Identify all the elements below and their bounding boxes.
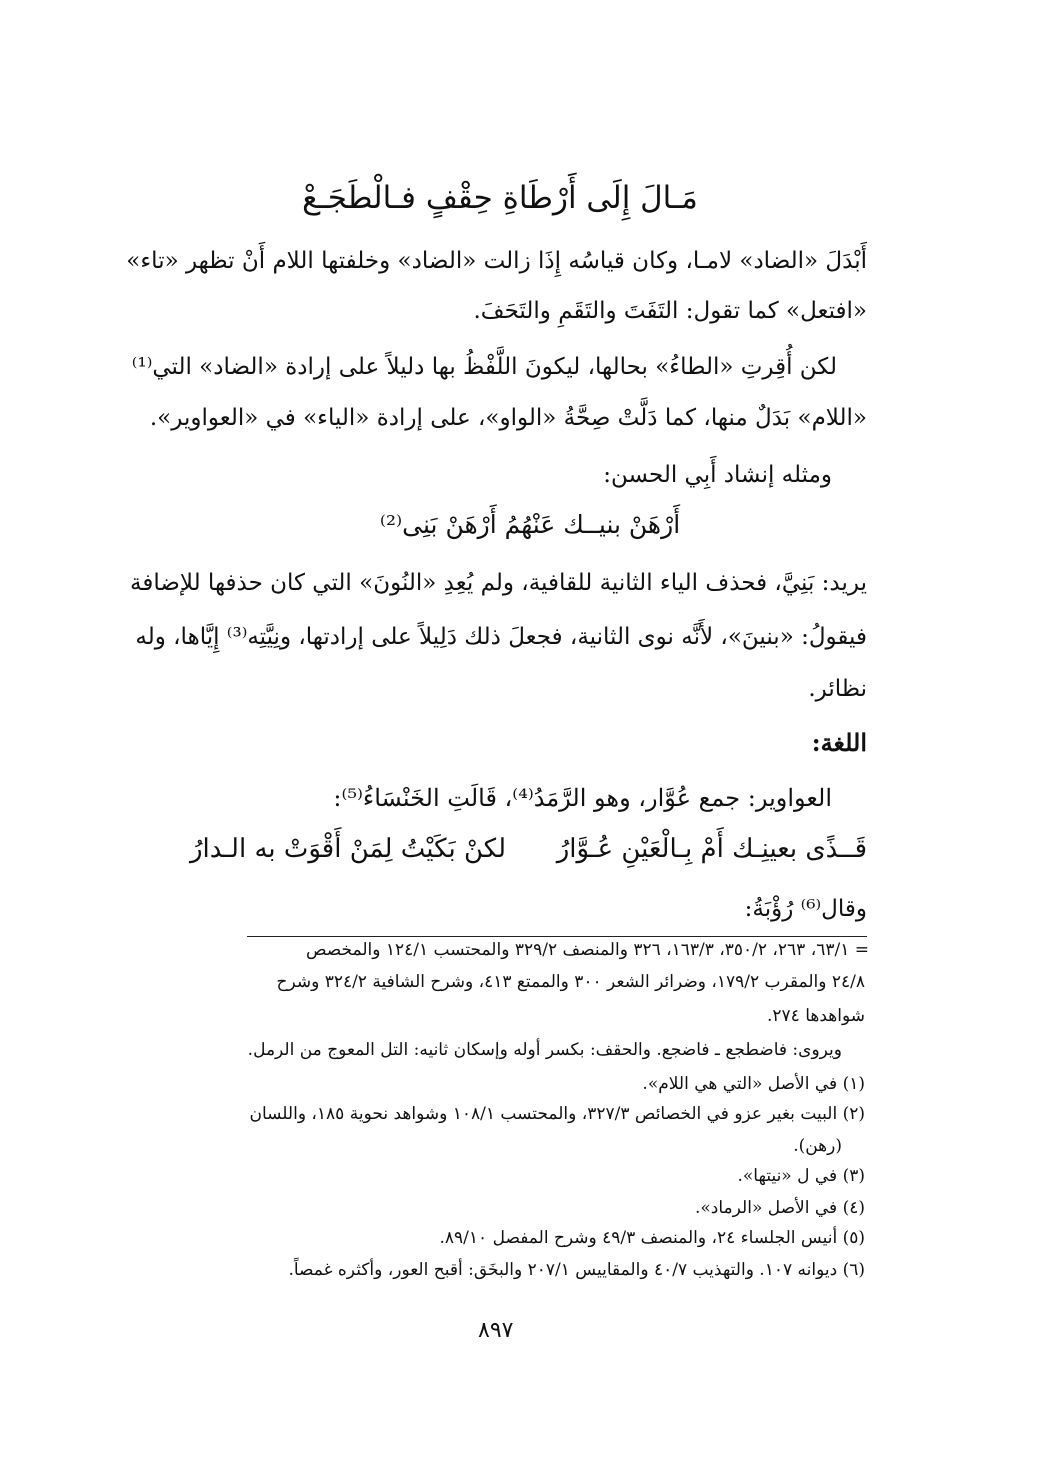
khansa-verse-left-half: لكنْ بَكَيْتُ لِمَنْ أَقْوَتْ به الـدارُ [190,834,507,864]
paragraph3-line1: يريد: بَنِيَّ، فحذف الياء الثانية للقافية، ولم يُعِدِ «النُونَ» التي كان حذفها للإضافة [130,570,867,596]
footnote-1: (١) في الأصل «التي هي اللام». [642,1074,865,1094]
verse-title: مَـالَ إِلَى أَرْطَاةِ حِقْفٍ فـالْطَجَـعْ [302,180,698,216]
footnote-4: (٤) في الأصل «الرماد». [695,1198,865,1218]
footnote-6: (٦) ديوانه ١٠٧. والتهذيب ٤٠/٧ والمقاييس ٢٠٧/١ والبخَق: أقبح العور، وأكثره غمصاً. [288,1260,865,1280]
footnote-continuation-2: ٢٤/٨ والمقرب ١٧٩/٢، وضرائر الشعر ٣٠٠ والممتع ٤١٣، وشرح الشافية ٣٢٤/٢ وشرح [276,972,865,992]
last-line: وقال⁽⁶⁾ رُؤْبَةُ: [744,896,867,922]
khansa-verse-right-half: قَــذًى بعينِـك أَمْ بِـالْعَيْنِ عُـوَّارُ [556,834,867,864]
verse-rahan: أَرْهَنْ بنيــك عَنْهُمُ أَرْهَنْ بَنِى⁽²⁾ [379,510,681,539]
intro-line: ومثله إنشاد أَبِي الحسن: [603,462,832,488]
paragraph1-line1: أَبْدَلَ «الضاد» لامـا، وكان قياسُه إِذَا زالت «الضاد» وخلفتها اللام أَنْ تظهر «تاء» [126,248,867,274]
footnote-5: (٥) أنيس الجلساء ٢٤، والمنصف ٤٩/٣ وشرح المفصل ٨٩/١٠. [439,1228,865,1248]
paragraph3-line2: فيقولُ: «بنينَ»، لأَنَّه نوى الثانية، فجعلَ ذلك دَلِيلاً على إرادتها، ونِيَّتِه⁽³⁾ إِيَّاها، وله [135,624,867,650]
paragraph2-line2: «اللام» بَدَلٌ منها، كما دَلَّتْ صِحَّةُ «الواو»، على إرادة «الياء» في «العواوير». [149,405,867,431]
footnote-separator [247,936,867,937]
paragraph2-line1: لكن أُقِرتِ «الطاءُ» بحالها، ليكونَ اللَّفْظُ بها دليلاً على إرادة «الضاد» التي⁽¹⁾ [131,354,837,380]
footnote-continuation-3: شواهدها ٢٧٤. [767,1006,865,1026]
footnote-3: (٣) في ل «نيتها». [737,1166,865,1186]
footnote-variant: ويروى: فاضطجع ـ فاضجع. والحقف: بكسر أوله وإسكان ثانيه: التل المعوج من الرمل. [247,1040,842,1060]
language-line: العواوير: جمع عُوَّار، وهو الرَّمَدُ⁽⁴⁾، قَالَتِ الخَنْسَاءُ⁽⁵⁾: [333,784,832,812]
section-heading: اللغة: [811,728,867,757]
paragraph1-line2: «افتعل» كما تقول: التَفَتَ والتَقَمِ والتَحَفَ. [473,298,867,324]
footnote-2-cont: (رهن). [793,1136,842,1156]
paragraph3-line3: نظائر. [808,676,867,702]
footnote-continuation-1: = ٦٣/١، ٢٦٣، ٣٥٠/٢، ١٦٣/٣، ٣٢٦ والمنصف ٣٢٩/٢ والمحتسب ١٢٤/١ والمخصص [305,940,869,960]
page-number: ٨٩٧ [478,1318,514,1343]
footnote-2: (٢) البيت بغير عزو في الخصائص ٣٢٧/٣، والمحتسب ١٠٨/١ وشواهد نحوية ١٨٥، واللسان [249,1104,865,1124]
